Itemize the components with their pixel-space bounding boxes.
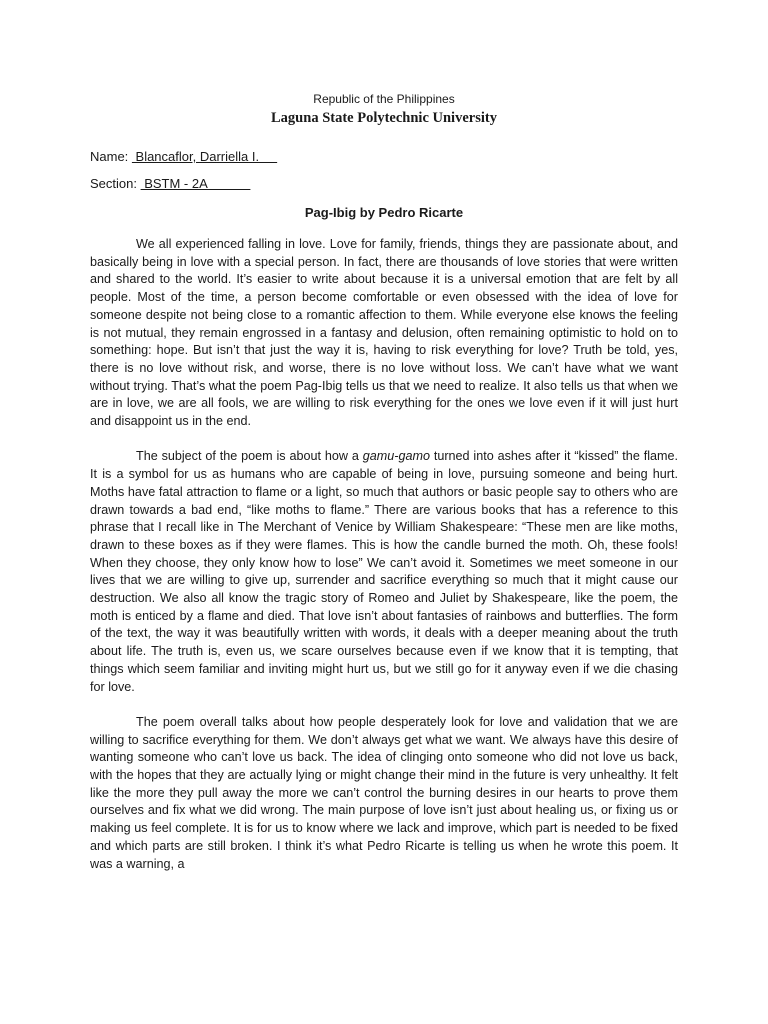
- name-value: Blancaflor, Darriella I.: [131, 149, 278, 164]
- name-label: Name:: [90, 149, 132, 164]
- country-header: Republic of the Philippines: [313, 92, 455, 106]
- essay-body: [90, 236, 678, 873]
- name-field: [90, 149, 277, 164]
- university-header: Laguna State Polytechnic University: [271, 110, 497, 126]
- paragraph-1: We all experienced falling in love. Love for family, friends, things they are passionate about, and basically being in love with a special person. In fact, there are thousands of love stories that were written and shared to the world. It’s easier to write about because it is a universal emotion that are felt by all people. Most of the time, a person become comfortable or even obsessed with the idea of love for someone despite not being close to a romantic affection to them. While everyone else knows the feeling is not mutual, they remain engrossed in a fantasy and delusion, often remaining optimistic to hold on to something: hope. But isn’t that just the way it is, having to risk everything for love? Truth be told, yes, there is no love without risk, and worse, there is no love without loss. We can’t have what we want without trying. That’s what the poem Pag-Ibig tells us that we need to realize. It also tells us that when we are in love, we are all fools, we are willing to risk everything for the ones we love even if it will just hurt and disappoint us in the end.: [90, 237, 678, 429]
- paragraph-2-start: The subject of the poem is about how a: [136, 449, 363, 464]
- paragraph-2: [90, 448, 678, 696]
- section-label: Section:: [90, 176, 141, 191]
- document-title: Pag-Ibig by Pedro Ricarte: [304, 205, 464, 220]
- paragraph-2-italic-term: gamu-gamo: [362, 449, 430, 464]
- paragraph-2-rest: turned into ashes after it “kissed” the flame. It is a symbol for us as humans who are capable of being in love, pursuing someone and being hurt. Moths have fatal attraction to flame or a light, so much that authors or basic people say to others who are drawn towards a bad end, “like moths to flame.” There are various books that has a reference to this phrase that I recall like in The Merchant of Venice by William Shakespeare: “These men are like moths, drawn to these boxes as if they were flames. This is how the candle burned the moth. Oh, these fools! When they choose, they only know how to lose” We can’t avoid it. Sometimes we meet someone in our lives that we are willing to give up, surrender and sacrifice everything so much that it might cause our destruction. We also all know the tragic story of Romeo and Juliet by Shakespeare, like the poem, the moth is enticed by a flame and died. That love isn’t about fantasies of rainbows and butterflies. The form of the text, the way it was beautifully written with words, it deals with a deeper meaning about the truth about life. The truth is, even us, we scare ourselves because even if we know that it is tempting, that things which seem familiar and inviting might hurt us, but we still go for it anyway even if we die chasing for love.: [90, 449, 678, 694]
- section-value: BSTM - 2A: [140, 176, 251, 191]
- paragraph-3: The poem overall talks about how people desperately look for love and validation that we are willing to sacrifice everything for them. We don’t always get what we want. We always have this desire of wanting someone who can’t love us back. The idea of clinging onto someone who did not love us back, with the hopes that they are actually lying or might change their mind in the future is very unhealthy. It felt like the more they pull away the more we can’t control the burning desires in our hearts to prove them ourselves and fix what we did wrong. The main purpose of love isn’t just about healing us, or fixing us or making us feel complete. It is for us to know where we lack and improve, which part is needed to be fixed and which parts are still broken. I think it’s what Pedro Ricarte is telling us when he wrote this poem. It was a warning, a: [90, 714, 678, 871]
- section-field: [90, 176, 250, 191]
